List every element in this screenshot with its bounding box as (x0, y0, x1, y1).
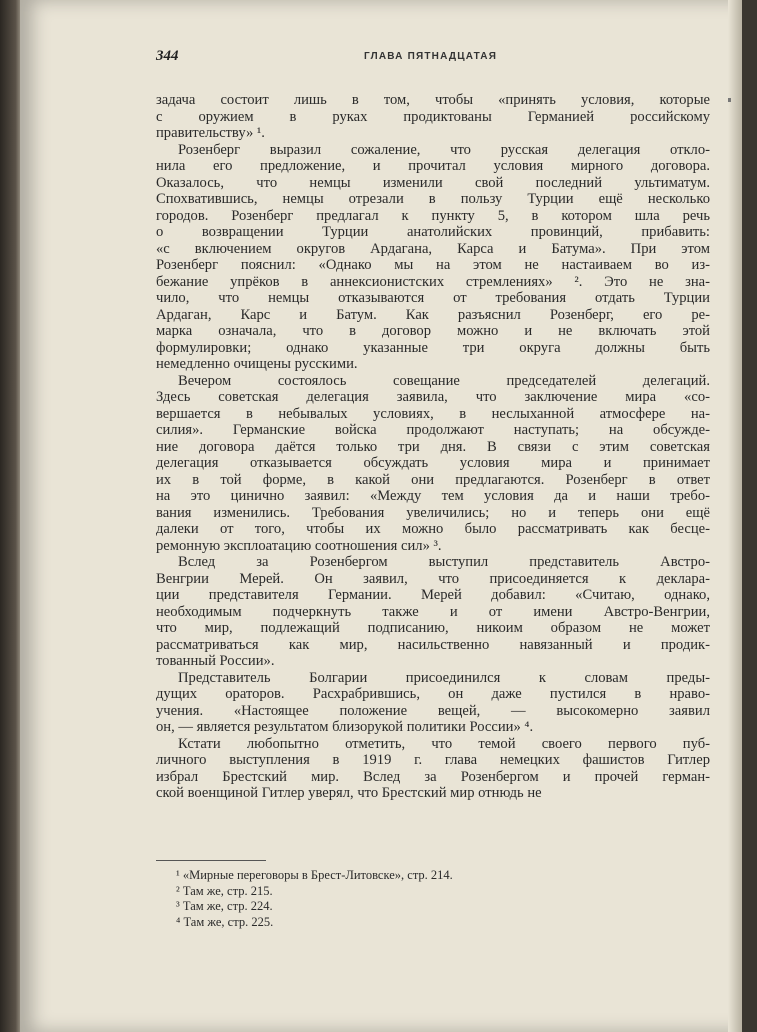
text-line: их в той форме, в какой они предлагаются. Розенберг в ответ (156, 471, 710, 488)
footnote: ¹ «Мирные переговоры в Брест-Литовске», стр. 214. (176, 868, 453, 882)
paragraph (156, 670, 710, 736)
text-line: необходимым подчеркнуть также и от имени Австро-Венгрии, (156, 603, 710, 620)
text-line: «с включением округов Ардагана, Карса и Батума». При этом (156, 240, 710, 257)
text-line: Розенберг пояснил: «Однако мы на этом не настаиваем во из- (156, 257, 710, 273)
text-line: вершается в небывалых условиях, в неслыханной атмосфере на- (156, 405, 710, 422)
footnote-rule (156, 860, 266, 861)
page-header (156, 48, 712, 72)
text-line: далеки от того, чтобы их можно было рассматривать как бесце- (156, 521, 710, 537)
text-line: нила его предложение, и прочитал условия мирного договора. (156, 158, 710, 174)
margin-mark (728, 98, 731, 102)
text-line: Розенберг выразил сожаление, что русская делегация откло- (178, 141, 710, 158)
text-line: немедленно очищены русскими. (156, 356, 358, 372)
text-line: ции представителя Германии. Мерей добавил: «Считаю, однако, (156, 587, 710, 603)
text-line: Вечером состоялось совещание председателей делегаций. (178, 372, 710, 389)
text-line: Оказалось, что немцы изменили свой последний ультиматум. (156, 174, 710, 191)
text-line: Венгрии Мерей. Он заявил, что присоединяется к деклара- (156, 570, 710, 587)
paragraph (156, 142, 710, 373)
text-line: вания изменились. Требования увеличились; но и теперь они ещё (156, 504, 710, 521)
text-line: городов. Розенберг предлагал к пункту 5, в котором шла речь (156, 207, 710, 224)
footnote: ³ Там же, стр. 224. (176, 899, 273, 913)
text-line: Представитель Болгарии присоединился к словам преды- (178, 669, 710, 686)
body-text (156, 92, 710, 802)
paragraph (156, 92, 710, 142)
text-line: рассматриваться как мир, насильственно навязанный и продик- (156, 636, 710, 653)
text-line: учения. «Настоящее положение вещей, — высокомерно заявил (156, 702, 710, 719)
text-line: с оружием в руках продиктованы Германией российскому (156, 108, 710, 125)
text-line: чило, что немцы отказываются от требования отдать Турции (156, 290, 710, 306)
paragraph (156, 736, 710, 802)
text-line: ние договора даётся только три дня. В связи с этим советская (156, 438, 710, 455)
text-line: задача состоит лишь в том, чтобы «принять условия, которые (156, 92, 710, 108)
text-line: Здесь советская делегация заявила, что заключение мира «со- (156, 389, 710, 405)
text-line: Вслед за Розенбергом выступил представитель Австро- (178, 554, 710, 570)
text-line: марка означала, что в договор можно и не включать этой (156, 323, 710, 339)
text-line: личного выступления в 1919 г. глава немецких фашистов Гитлер (156, 752, 710, 768)
footnote: ⁴ Там же, стр. 225. (176, 914, 274, 929)
text-line: силия». Германские войска продолжают наступать; на обсужде- (156, 422, 710, 438)
text-line: Ардаган, Карс и Батум. Как разъяснил Розенберг, его ре- (156, 306, 710, 323)
text-line: о возвращении Турции анатолийских провинций, прибавить: (156, 224, 710, 240)
footnotes (176, 868, 696, 930)
text-line: ской военщиной Гитлер уверял, что Брестский мир отнюдь не (156, 785, 542, 801)
page-edge (728, 0, 742, 1032)
text-line: он, — является результатом близорукой политики России» ⁴. (156, 719, 534, 735)
text-line: Спохватившись, немцы отрезали в пользу Турции ещё несколько (156, 191, 710, 207)
text-line: ремонную эксплоатацию соотношения сил» ³. (156, 537, 442, 554)
text-line: избрал Брестский мир. Вслед за Розенбергом и прочей герман- (156, 768, 710, 785)
page-number: 344 (156, 48, 179, 64)
text-line: на это цинично заявил: «Между тем условия да и наши требо- (156, 488, 710, 504)
paragraph (156, 554, 710, 670)
text-line: дущих ораторов. Расхрабрившись, он даже пустился в нраво- (156, 686, 710, 702)
running-head: ГЛАВА ПЯТНАДЦАТАЯ (364, 51, 498, 62)
text-line: бежание упрёков в аннексионистских стремлениях» ². Это не зна- (156, 273, 710, 290)
text-line: формулировки; однако указанные три округа должны быть (156, 339, 710, 356)
text-line: что мир, подлежащий подписанию, никоим образом не может (156, 620, 710, 636)
text-line: делегация отказывается обсуждать условия мира и принимает (156, 455, 710, 471)
text-line: правительству» ¹. (156, 125, 265, 141)
footnote: ² Там же, стр. 215. (176, 883, 273, 898)
paragraph (156, 373, 710, 555)
text-line: Кстати любопытно отметить, что темой своего первого пуб- (178, 735, 710, 752)
text-line: тованный России». (156, 653, 275, 669)
